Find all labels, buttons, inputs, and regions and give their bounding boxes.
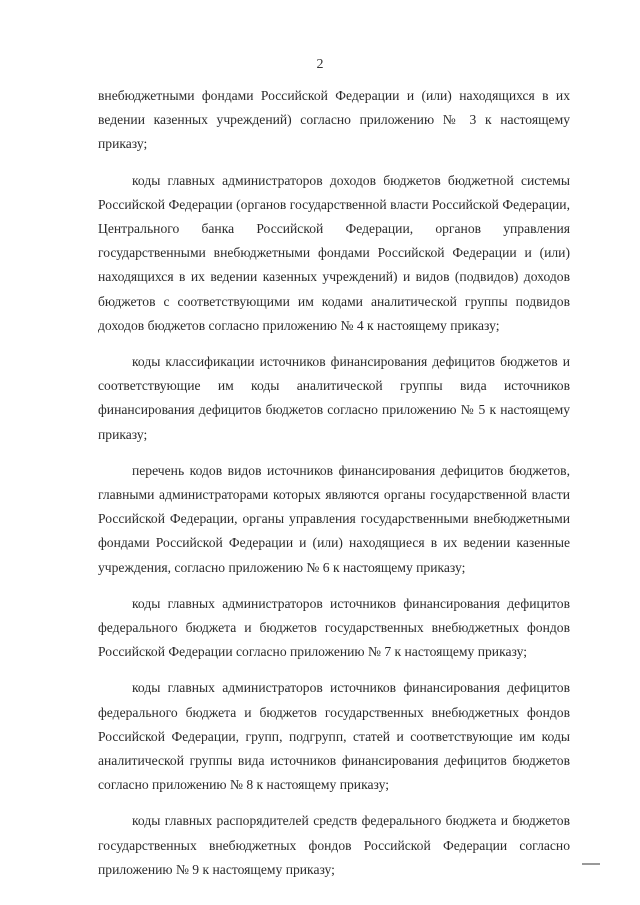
paragraph-financing-sources-codes: коды классификации источников финансирования дефицитов бюджетов и соответствующие им коды аналитической группы вида источников финансирования дефицитов бюджетов согласно приложению № 5 к настоящему приказу; xyxy=(98,354,570,442)
scan-mark xyxy=(582,863,600,865)
paragraph-financing-administrators: коды главных администраторов источников финансирования дефицитов федерального бюджета и бюджетов государственных внебюджетных фондов Российской Федерации согласно приложению № 7 к настоящему приказу; xyxy=(98,595,570,660)
page-number: 2 xyxy=(316,57,324,72)
paragraph-financing-administrators-groups: коды главных администраторов источников финансирования дефицитов федерального бюджета и бюджетов государственных внебюджетных фондов Российской Федерации, групп, подгрупп, статей и соответствующие им коды аналитической группы вида источников финансирования дефицитов бюджетов согласно приложению № 8 к настоящему приказу; xyxy=(98,680,570,793)
document-body xyxy=(98,84,570,894)
paragraph-continuation: внебюджетными фондами Российской Федерации и (или) находящихся в их ведении казенных учреждений) согласно приложению № 3 к настоящему приказу; xyxy=(98,88,570,152)
paragraph-revenue-administrators: коды главных администраторов доходов бюджетов бюджетной системы Российской Федерации (органов государственной власти Российской Федерации, Центрального банка Российской Федерации, органов управления государственными внебюджетными фондами Российской Федерации и (или) находящихся в их ведении казенных учреждений) и видов (подвидов) доходов бюджетов с соответствующими им кодами аналитической группы подвидов доходов бюджетов согласно приложению № 4 к настоящему приказу; xyxy=(98,172,570,333)
paragraph-budget-managers: коды главных распорядителей средств федерального бюджета и бюджетов государственных внебюджетных фондов Российской Федерации согласно приложению № 9 к настоящему приказу; xyxy=(98,813,570,877)
paragraph-financing-sources-list: перечень кодов видов источников финансирования дефицитов бюджетов, главными администраторами которых являются органы государственной власти Российской Федерации, органы управления государственными внебюджетными фондами Российской Федерации и (или) находящиеся в их ведении казенные учреждения, согласно приложению № 6 к настоящему приказу; xyxy=(98,462,570,575)
